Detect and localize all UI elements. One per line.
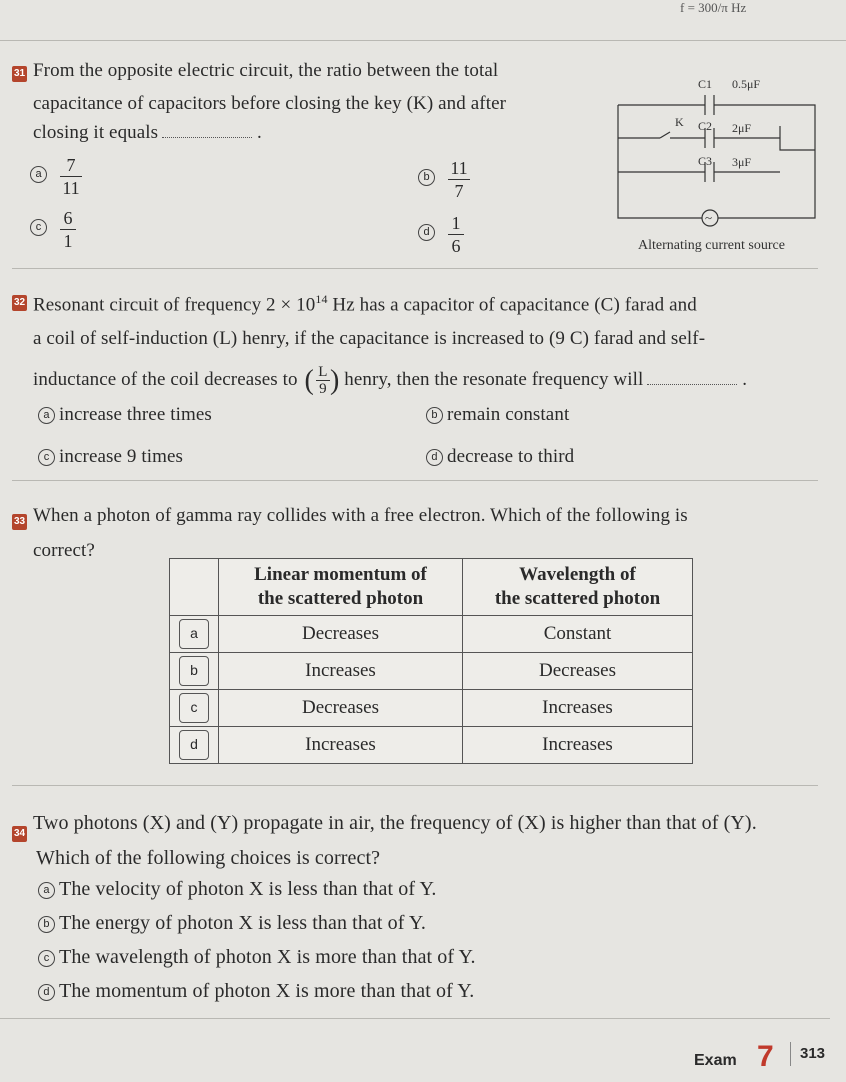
q34-option-b[interactable]: b The energy of photon X is less than that of Y. <box>38 912 426 935</box>
q31-line-2: capacitance of capacitors before closing the key (K) and after <box>33 93 507 114</box>
divider <box>12 480 818 481</box>
circuit-label-k: K <box>675 115 684 129</box>
footer-exam-label: Exam <box>694 1052 737 1069</box>
option-letter: b <box>418 169 435 186</box>
circuit-label-c1-value: 0.5μF <box>732 77 761 91</box>
table-row[interactable]: a Decreases Constant <box>170 616 693 653</box>
circuit-label-c2: C2 <box>698 119 713 133</box>
q31-line-3: closing it equals . <box>33 122 262 143</box>
q32-option-b[interactable]: b remain constant <box>426 404 569 426</box>
q32-option-c[interactable]: c increase 9 times <box>38 446 183 468</box>
circuit-label-c2-value: 2μF <box>732 121 752 135</box>
table-row[interactable]: d Increases Increases <box>170 727 693 764</box>
fraction: 7 11 <box>60 155 82 198</box>
option-letter: c <box>30 219 47 236</box>
q34-option-c[interactable]: c The wavelength of photon X is more than that of Y. <box>38 946 476 969</box>
circuit-label-c3: C3 <box>698 154 713 168</box>
circuit-diagram <box>610 70 830 260</box>
question-number-34: 34 <box>12 826 27 842</box>
table-row[interactable]: b Increases Decreases <box>170 653 693 690</box>
option-letter: d <box>418 224 435 241</box>
q33-line-1: When a photon of gamma ray collides with a free electron. Which of the following is <box>33 505 688 526</box>
row-letter: a <box>179 619 209 649</box>
divider <box>0 1018 830 1019</box>
fraction: 11 7 <box>448 158 470 201</box>
circuit-label-c1: C1 <box>698 77 713 91</box>
top-formula: f = 300/π Hz <box>680 0 747 15</box>
q32-option-d[interactable]: d decrease to third <box>426 446 574 468</box>
q32-line-3: inductance of the coil decreases to ( $\frac{L}{9}$ ) henry, then the resonate frequency will . <box>33 364 748 397</box>
option-letter: a <box>30 166 47 183</box>
table-row[interactable]: c Decreases Increases <box>170 690 693 727</box>
q34-option-d[interactable]: d The momentum of photon X is more than that of Y. <box>38 980 474 1003</box>
page-number: 313 <box>800 1045 826 1062</box>
row-letter: c <box>179 693 209 723</box>
divider <box>12 268 818 269</box>
q32-option-a[interactable]: a increase three times <box>38 404 212 426</box>
q33-line-2: correct? <box>33 540 95 561</box>
divider <box>0 40 846 41</box>
fraction: 6 1 <box>60 208 76 251</box>
divider <box>12 785 818 786</box>
footer-exam-number: 7 <box>757 1040 774 1073</box>
question-number-33: 33 <box>12 514 27 530</box>
q32-line-2: a coil of self-induction (L) henry, if the capacitance is increased to (9 C) farad and self- <box>33 328 706 349</box>
q34-option-a[interactable]: a The velocity of photon X is less than that of Y. <box>38 878 437 901</box>
row-letter: b <box>179 656 209 686</box>
fraction: 1 6 <box>448 213 464 256</box>
row-letter: d <box>179 730 209 760</box>
column-header-wavelength: Wavelength of the scattered photon <box>463 559 693 616</box>
q32-line-1: Resonant circuit of frequency $2 \times 10^{14}$ Hz has a capacitor of capacitance (C) farad and <box>33 292 697 316</box>
circuit-label-c3-value: 3μF <box>732 155 752 169</box>
q31-line-1: From the opposite electric circuit, the ratio between the total <box>33 60 499 81</box>
q34-line-1: Two photons (X) and (Y) propagate in air, the frequency of (X) is higher than that of (Y). <box>33 812 757 834</box>
question-number-31: 31 <box>12 66 27 82</box>
q34-line-2: Which of the following choices is correct? <box>36 847 381 869</box>
question-number-32: 32 <box>12 295 27 311</box>
circuit-source-label: Alternating current source <box>638 238 785 253</box>
ac-source-symbol: ~ <box>705 210 713 225</box>
answer-table <box>169 558 693 764</box>
column-header-momentum: Linear momentum of the scattered photon <box>219 559 463 616</box>
footer-separator <box>790 1042 791 1066</box>
